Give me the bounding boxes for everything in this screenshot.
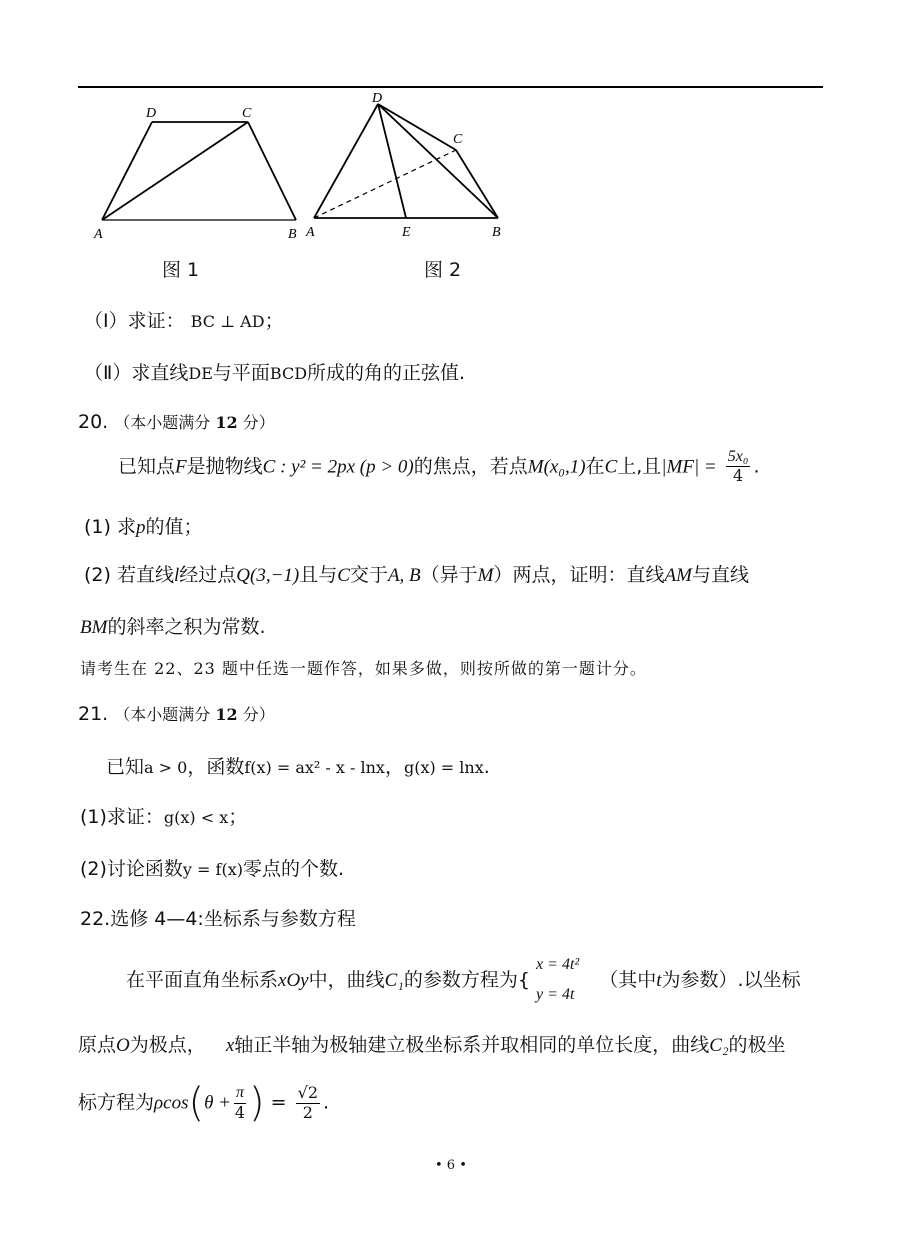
label-A: A: [94, 227, 103, 242]
q20-stem: 已知点F是抛物线C : y² = 2px (p > 0)的焦点，若点M(x₀,1)在C上,且|MF| = $\frac{\text{5x₀}}{4}$ .: [118, 448, 760, 486]
parametric-system: x = 4t² y = 4t: [536, 956, 580, 1004]
figure-1-trapezoid: [90, 100, 310, 245]
figure-1-caption: 图 1: [162, 259, 200, 281]
label-B: B: [492, 225, 501, 240]
edge-AC: [102, 122, 248, 220]
edge-DC: [378, 104, 456, 150]
edge-CB: [248, 122, 296, 220]
q22-line3: 标方程为ρcos(θ + $\frac{\pi}{4}$ ) = $\frac{√2}{2}$ .: [78, 1080, 330, 1126]
page-number: • 6 •: [435, 1158, 467, 1173]
q20-part1: (1) 求p的值；: [84, 516, 203, 538]
label-C: C: [242, 106, 252, 121]
edge-DE: [378, 104, 406, 218]
label-A: A: [306, 225, 315, 240]
label-E: E: [402, 225, 411, 240]
q21-stem: 已知a > 0，函数f(x) = ax² - x - lnx，g(x) = lnx.: [106, 756, 490, 778]
selection-notice: 请考生在 22、23 题中任选一题作答，如果多做，则按所做的第一题计分。: [80, 659, 647, 678]
q22-line2: 原点O为极点， x轴正半轴为极轴建立极坐标系并取相同的单位长度，曲线C₂的极坐: [78, 1034, 786, 1056]
q21-header: 21. （本小题满分 12 分）: [78, 703, 275, 725]
figure-2-caption: 图 2: [424, 259, 462, 281]
q22-line1: 在平面直角坐标系xOy中，曲线C₁的参数方程为{ x = 4t² y = 4t （其中t为参数）.以坐标: [126, 950, 801, 1011]
edge-DB: [378, 104, 498, 218]
label-C: C: [453, 132, 463, 147]
q19-part1: （Ⅰ）求证： BC ⊥ AD；: [84, 310, 284, 332]
label-B: B: [288, 227, 297, 242]
q21-part2: (2)讨论函数y = f(x)零点的个数.: [80, 858, 345, 880]
figure-2-tetrahedron: [300, 88, 520, 248]
edge-AD: [102, 122, 152, 220]
q21-part1: (1)求证：g(x) < x；: [80, 806, 248, 828]
q20-part2-cont: BM的斜率之积为常数.: [80, 616, 266, 638]
edge-DA: [314, 104, 378, 218]
label-D: D: [146, 106, 157, 121]
q20-header: 20. （本小题满分 12 分）: [78, 411, 275, 433]
q22-header: 22.选修 4—4:坐标系与参数方程: [80, 908, 356, 930]
label-D: D: [372, 91, 383, 106]
q19-part2: （Ⅱ）求直线DE与平面BCD所成的角的正弦值.: [84, 362, 466, 384]
q20-part2: (2) 若直线l经过点Q(3,−1)且与C交于A, B（异于M）两点，证明：直线AM与直线: [84, 564, 749, 586]
edge-AC-dashed: [314, 150, 456, 218]
